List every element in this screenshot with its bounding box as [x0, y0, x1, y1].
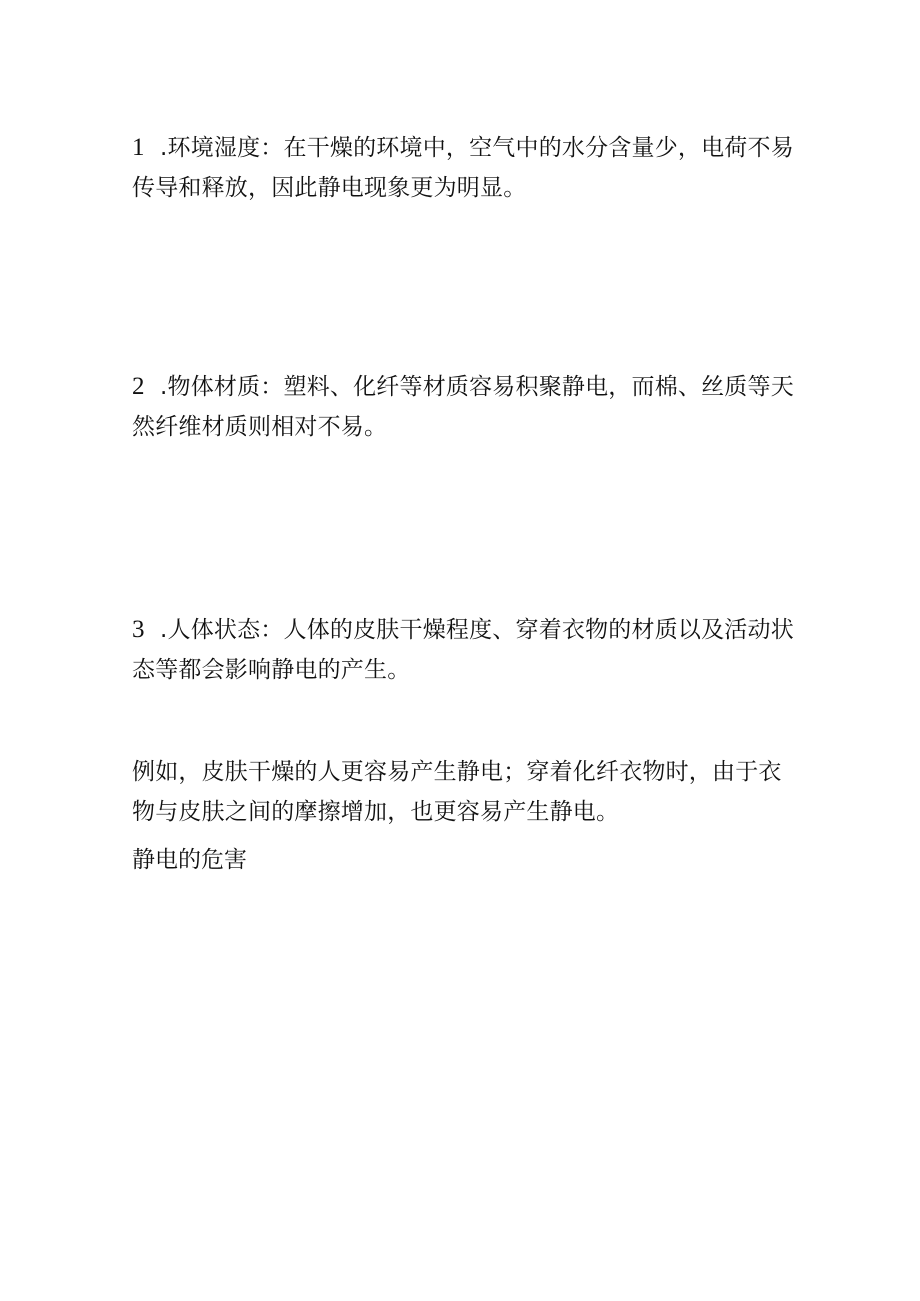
paragraph-body-state [132, 610, 804, 690]
paragraph-example: 例如，皮肤干燥的人更容易产生静电；穿着化纤衣物时，由于衣物与皮肤之间的摩擦增加，也更容易产生静电。 [132, 759, 782, 825]
paragraph-material [132, 367, 804, 447]
paragraph-number: 1 [132, 134, 145, 161]
paragraph-text: .物体材质：塑料、化纤等材质容易积聚静电，而棉、丝质等天然纤维材质则相对不易。 [132, 374, 794, 440]
paragraph-text: .人体状态：人体的皮肤干燥程度、穿着衣物的材质以及活动状态等都会影响静电的产生。 [132, 617, 794, 683]
paragraph-number: 2 [132, 373, 145, 400]
paragraph-number: 3 [132, 616, 145, 643]
paragraph-humidity [132, 128, 804, 208]
paragraph-text: .环境湿度：在干燥的环境中，空气中的水分含量少，电荷不易传导和释放，因此静电现象更为明显。 [132, 135, 794, 201]
section-heading: 静电的危害 [132, 847, 247, 873]
